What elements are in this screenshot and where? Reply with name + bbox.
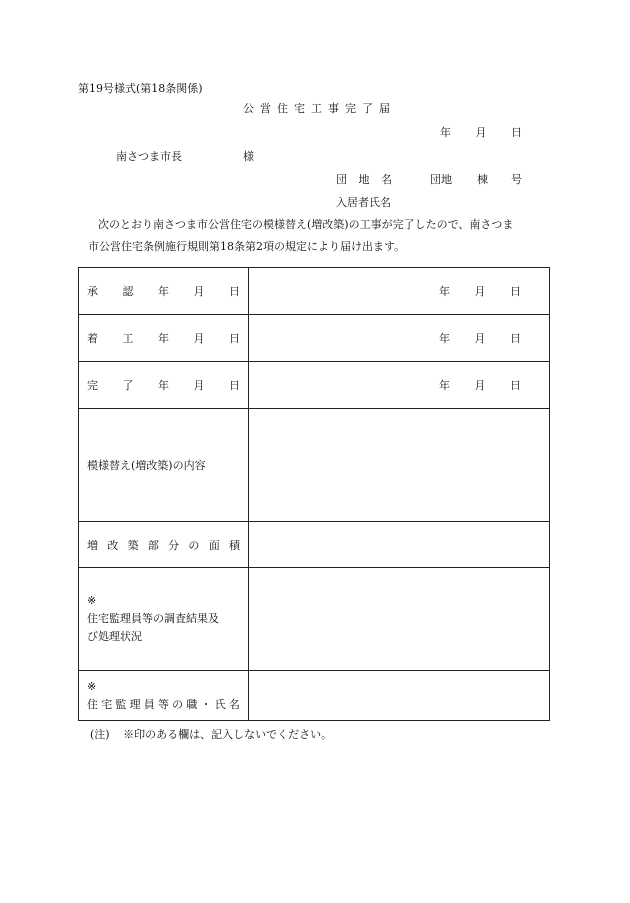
start-date-label: 着 工 年 月 日 xyxy=(79,315,249,362)
completion-date-row xyxy=(79,362,550,409)
content-field[interactable] xyxy=(249,409,550,522)
staff-field[interactable] xyxy=(249,671,550,721)
approval-date-field[interactable]: 年 月 日 xyxy=(249,268,550,315)
staff-label: ※ 住 宅 監 理 員 等 の 職 ・ 氏 名 xyxy=(79,671,249,721)
content-label: 模様替え(増改築)の内容 xyxy=(79,409,249,522)
month-label: 月 xyxy=(475,126,487,139)
building-label: 棟 xyxy=(477,173,488,186)
form-number: 第19号様式(第18条関係) xyxy=(78,82,203,95)
report-table xyxy=(78,267,550,721)
start-date-row xyxy=(79,315,550,362)
body-line-1: 次のとおり南さつま市公営住宅の模様替え(増改築)の工事が完了したので、南さつま xyxy=(98,218,514,231)
body-line-2: 市公営住宅条例施行規則第18条第2項の規定により届け出ます。 xyxy=(88,240,406,253)
content-row xyxy=(79,409,550,522)
survey-row xyxy=(79,568,550,671)
completion-date-label: 完 了 年 月 日 xyxy=(79,362,249,409)
addressee-name: 南さつま市長 xyxy=(116,150,182,163)
footnote-text: ※印のある欄は、記入しないでください。 xyxy=(123,728,333,741)
area-field[interactable] xyxy=(249,522,550,568)
survey-label-line-2: び処理状況 xyxy=(87,630,142,643)
survey-label xyxy=(79,568,249,671)
completion-date-field[interactable]: 年 月 日 xyxy=(249,362,550,409)
danchi-unit: 団地 xyxy=(430,173,452,186)
staff-row xyxy=(79,671,550,721)
survey-label-line-1: 住宅監理員等の調査結果及 xyxy=(87,612,219,625)
staff-mark: ※ xyxy=(87,679,97,693)
submission-date xyxy=(440,127,522,138)
year-label: 年 xyxy=(440,126,451,139)
area-label: 増 改 築 部 分 の 面 積 xyxy=(79,522,249,568)
addressee-honorific: 様 xyxy=(243,150,254,163)
survey-mark: ※ xyxy=(87,594,97,607)
area-row xyxy=(79,522,550,568)
number-label: 号 xyxy=(511,173,522,186)
day-label: 日 xyxy=(511,126,522,139)
survey-field[interactable] xyxy=(249,568,550,671)
document-title: 公営住宅工事完了届 xyxy=(243,102,396,115)
notification-text xyxy=(76,214,556,258)
approval-date-label: 承 認 年 月 日 xyxy=(79,268,249,315)
approval-date-row xyxy=(79,268,550,315)
footnote-prefix: (注) xyxy=(90,728,110,741)
footnote xyxy=(90,729,332,740)
danchi-name-label: 団 地 名 xyxy=(336,173,396,186)
start-date-field[interactable]: 年 月 日 xyxy=(249,315,550,362)
resident-name-label: 入居者氏名 xyxy=(336,196,391,209)
